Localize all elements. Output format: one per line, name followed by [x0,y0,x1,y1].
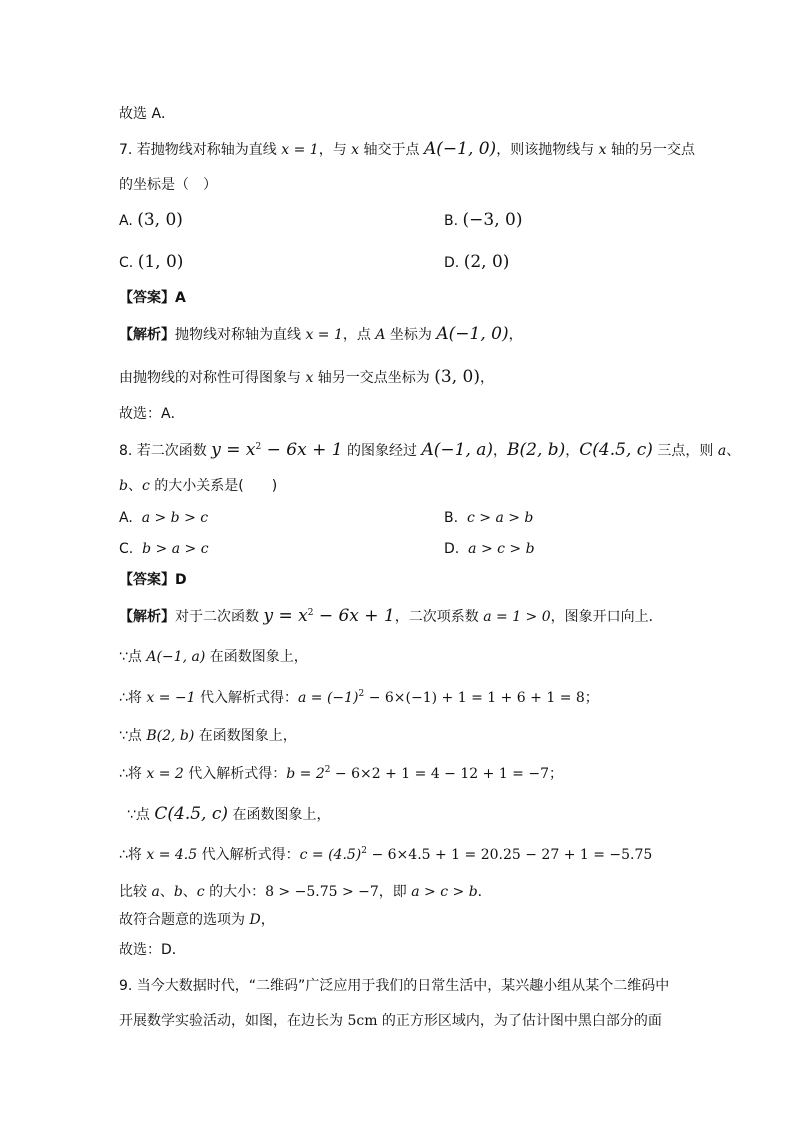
text: ， [260,912,275,928]
question-7-stem-cont [119,175,217,195]
math: x = 1 [305,327,343,343]
text: ，则该抛物线与 [496,142,599,158]
math: b [173,884,183,900]
text: ； [549,766,563,782]
question-9-stem-cont [119,1011,662,1031]
math: c [196,884,205,900]
option-value: (2, 0) [463,252,510,272]
text: ，二次项系数 [394,609,484,625]
option-label: A. [119,510,133,526]
explanation-8-line9 [119,910,275,930]
text: 代入解析式得： [195,690,298,706]
option-value: b > a > c [142,541,209,557]
text: 、 [159,884,174,900]
text: 的大小关系是( ) [149,478,278,494]
text: 故符合题意的选项为 [119,912,250,928]
superscript: 2 [324,765,331,775]
math: c [141,478,150,494]
explanation-7-line3 [119,404,185,424]
text: ∵点 [119,728,147,744]
text: 故选 A． [119,106,176,122]
text: 轴另一交点坐标为 [313,370,435,386]
text: ∵点 [119,649,147,665]
text: ， [565,443,580,459]
text: 三点，则 [652,443,718,459]
explanation-8-line5 [119,764,563,784]
math: − 6x + 1 [261,440,343,460]
text: 故选：D． [119,942,186,958]
math: − 6×(−1) + 1 = 1 + 6 + 1 = 8 [364,690,585,706]
math: C(4.5, c) [154,804,228,824]
text: 【答案】D [119,572,187,588]
text: 轴的另一交点 [606,142,696,158]
explanation-8-line10 [119,940,186,960]
question-8-stem-cont [119,476,277,496]
option-value: (−3, 0) [462,210,523,230]
explanation-8-line2 [119,647,308,667]
text: ∴将 [119,847,147,863]
option-label: C. [119,255,134,271]
text: 、 [726,443,741,459]
option-label: D. [444,255,460,271]
option-value: a > c > b [468,541,535,557]
explanation-8-line7 [119,845,652,865]
text: 7. 若抛物线对称轴为直线 [119,142,282,158]
q7-option-c [119,252,183,273]
math: y = x [263,606,308,626]
text: 抛物线对称轴为直线 [175,327,306,343]
math: A(−1, 0) [436,324,509,344]
q8-option-b [444,508,533,528]
text: ，图象开口向上． [550,609,663,625]
question-9-stem [119,976,669,996]
option-label: C. [119,541,134,557]
text: 轴交于点 [359,142,424,158]
math: 5cm [347,1013,378,1029]
text: ∴将 [119,766,147,782]
text: 8. 若二次函数 [119,443,212,459]
math: x = 4.5 [146,847,198,863]
text: 【答案】A [119,290,186,306]
explanation-8-line4 [119,726,297,746]
text: ，即 [378,884,412,900]
text: 、 [182,884,197,900]
math: b [119,478,128,494]
explanation-7-line1 [119,324,523,345]
explanation-8-line8 [119,882,492,902]
text: 在函数图象上， [205,649,308,665]
math: a > c > b [411,884,478,900]
option-label: B. [444,510,459,526]
math: y = x [211,440,256,460]
text: 的坐标是（ ） [119,177,217,193]
heading: 【解析】 [119,609,175,625]
text: ∴将 [119,690,147,706]
math: a [151,884,160,900]
question-8-stem [119,440,740,461]
text: 的图象经过 [342,443,422,459]
text: ∵点 [127,807,155,823]
option-label: B. [444,213,459,229]
math: x [351,142,360,158]
math: x = 1 [281,142,319,158]
text: 故选：A． [119,406,185,422]
text: ； [584,690,599,706]
superscript: 2 [255,442,262,452]
text: 代入解析式得： [183,766,287,782]
explanation-8-line1 [119,606,663,627]
superscript: 2 [358,689,365,699]
math: c = (4.5) [299,847,362,863]
math: C(4.5, c) [579,440,653,460]
math: a = 1 > 0 [483,609,551,625]
answer-7 [119,288,186,308]
math: − 6×4.5 + 1 = 20.25 − 27 + 1 = −5.75 [367,847,653,863]
math: A(−1, a) [146,649,206,665]
math: B(2, b) [507,440,566,460]
q7-option-a [119,210,183,231]
text: 坐标为 [385,327,437,343]
math: A [375,327,386,343]
math: − 6x + 1 [313,606,395,626]
text: 的大小： [204,884,266,900]
text: 开展数学实验活动，如图，在边长为 [119,1013,348,1029]
math: a [717,443,727,459]
q8-option-a [119,508,208,528]
superscript: 2 [361,846,368,856]
math: x = −1 [146,690,196,706]
option-label: D. [444,541,460,557]
text: ， [479,370,494,386]
math: a = (−1) [297,690,359,706]
q7-option-d [444,252,509,273]
question-7-stem [119,139,695,160]
q8-option-d [444,539,535,559]
option-value: (1, 0) [137,252,184,272]
text: 、 [127,478,142,494]
text: 的正方形区域内，为了估计图中黑白部分的面 [377,1013,662,1029]
text: 对于二次函数 [175,609,264,625]
text: ，点 [342,327,376,343]
text: ， [508,327,523,343]
text: 在函数图象上， [194,728,297,744]
math: x [305,370,314,386]
option-value: (3, 0) [137,210,183,230]
option-value: a > b > c [141,510,209,526]
math: − 6×2 + 1 = 4 − 12 + 1 = −7 [330,766,549,782]
math: (3, 0) [434,367,480,387]
heading: 【解析】 [119,327,175,343]
math: b = 2 [286,766,325,782]
text: 比较 [119,884,152,900]
text: ， [493,443,508,459]
math: A(−1, 0) [423,139,497,159]
math: A(−1, a) [421,440,494,460]
math: x = 2 [146,766,184,782]
explanation-7-line2 [119,367,494,388]
math: B(2, b) [146,728,195,744]
q8-option-c [119,539,209,559]
q7-option-b [444,210,522,231]
text: 9. 当今大数据时代，“二维码”广泛应用于我们的日常生活中，某兴趣小组从某个二维码中 [119,978,670,994]
text: 在函数图象上， [228,807,331,823]
math: x [598,142,607,158]
explanation-8-line6 [127,804,330,825]
text: ． [477,884,492,900]
superscript: 2 [307,608,314,618]
option-value: c > a > b [466,510,534,526]
math: D [249,912,261,928]
conclusion-q6 [119,104,175,124]
math: 8 > −5.75 > −7 [265,884,379,900]
text: 代入解析式得： [197,847,300,863]
text: 由抛物线的对称性可得图象与 [119,370,306,386]
text: ，与 [318,142,352,158]
answer-8 [119,570,187,590]
explanation-8-line3 [119,688,599,708]
option-label: A. [119,213,133,229]
